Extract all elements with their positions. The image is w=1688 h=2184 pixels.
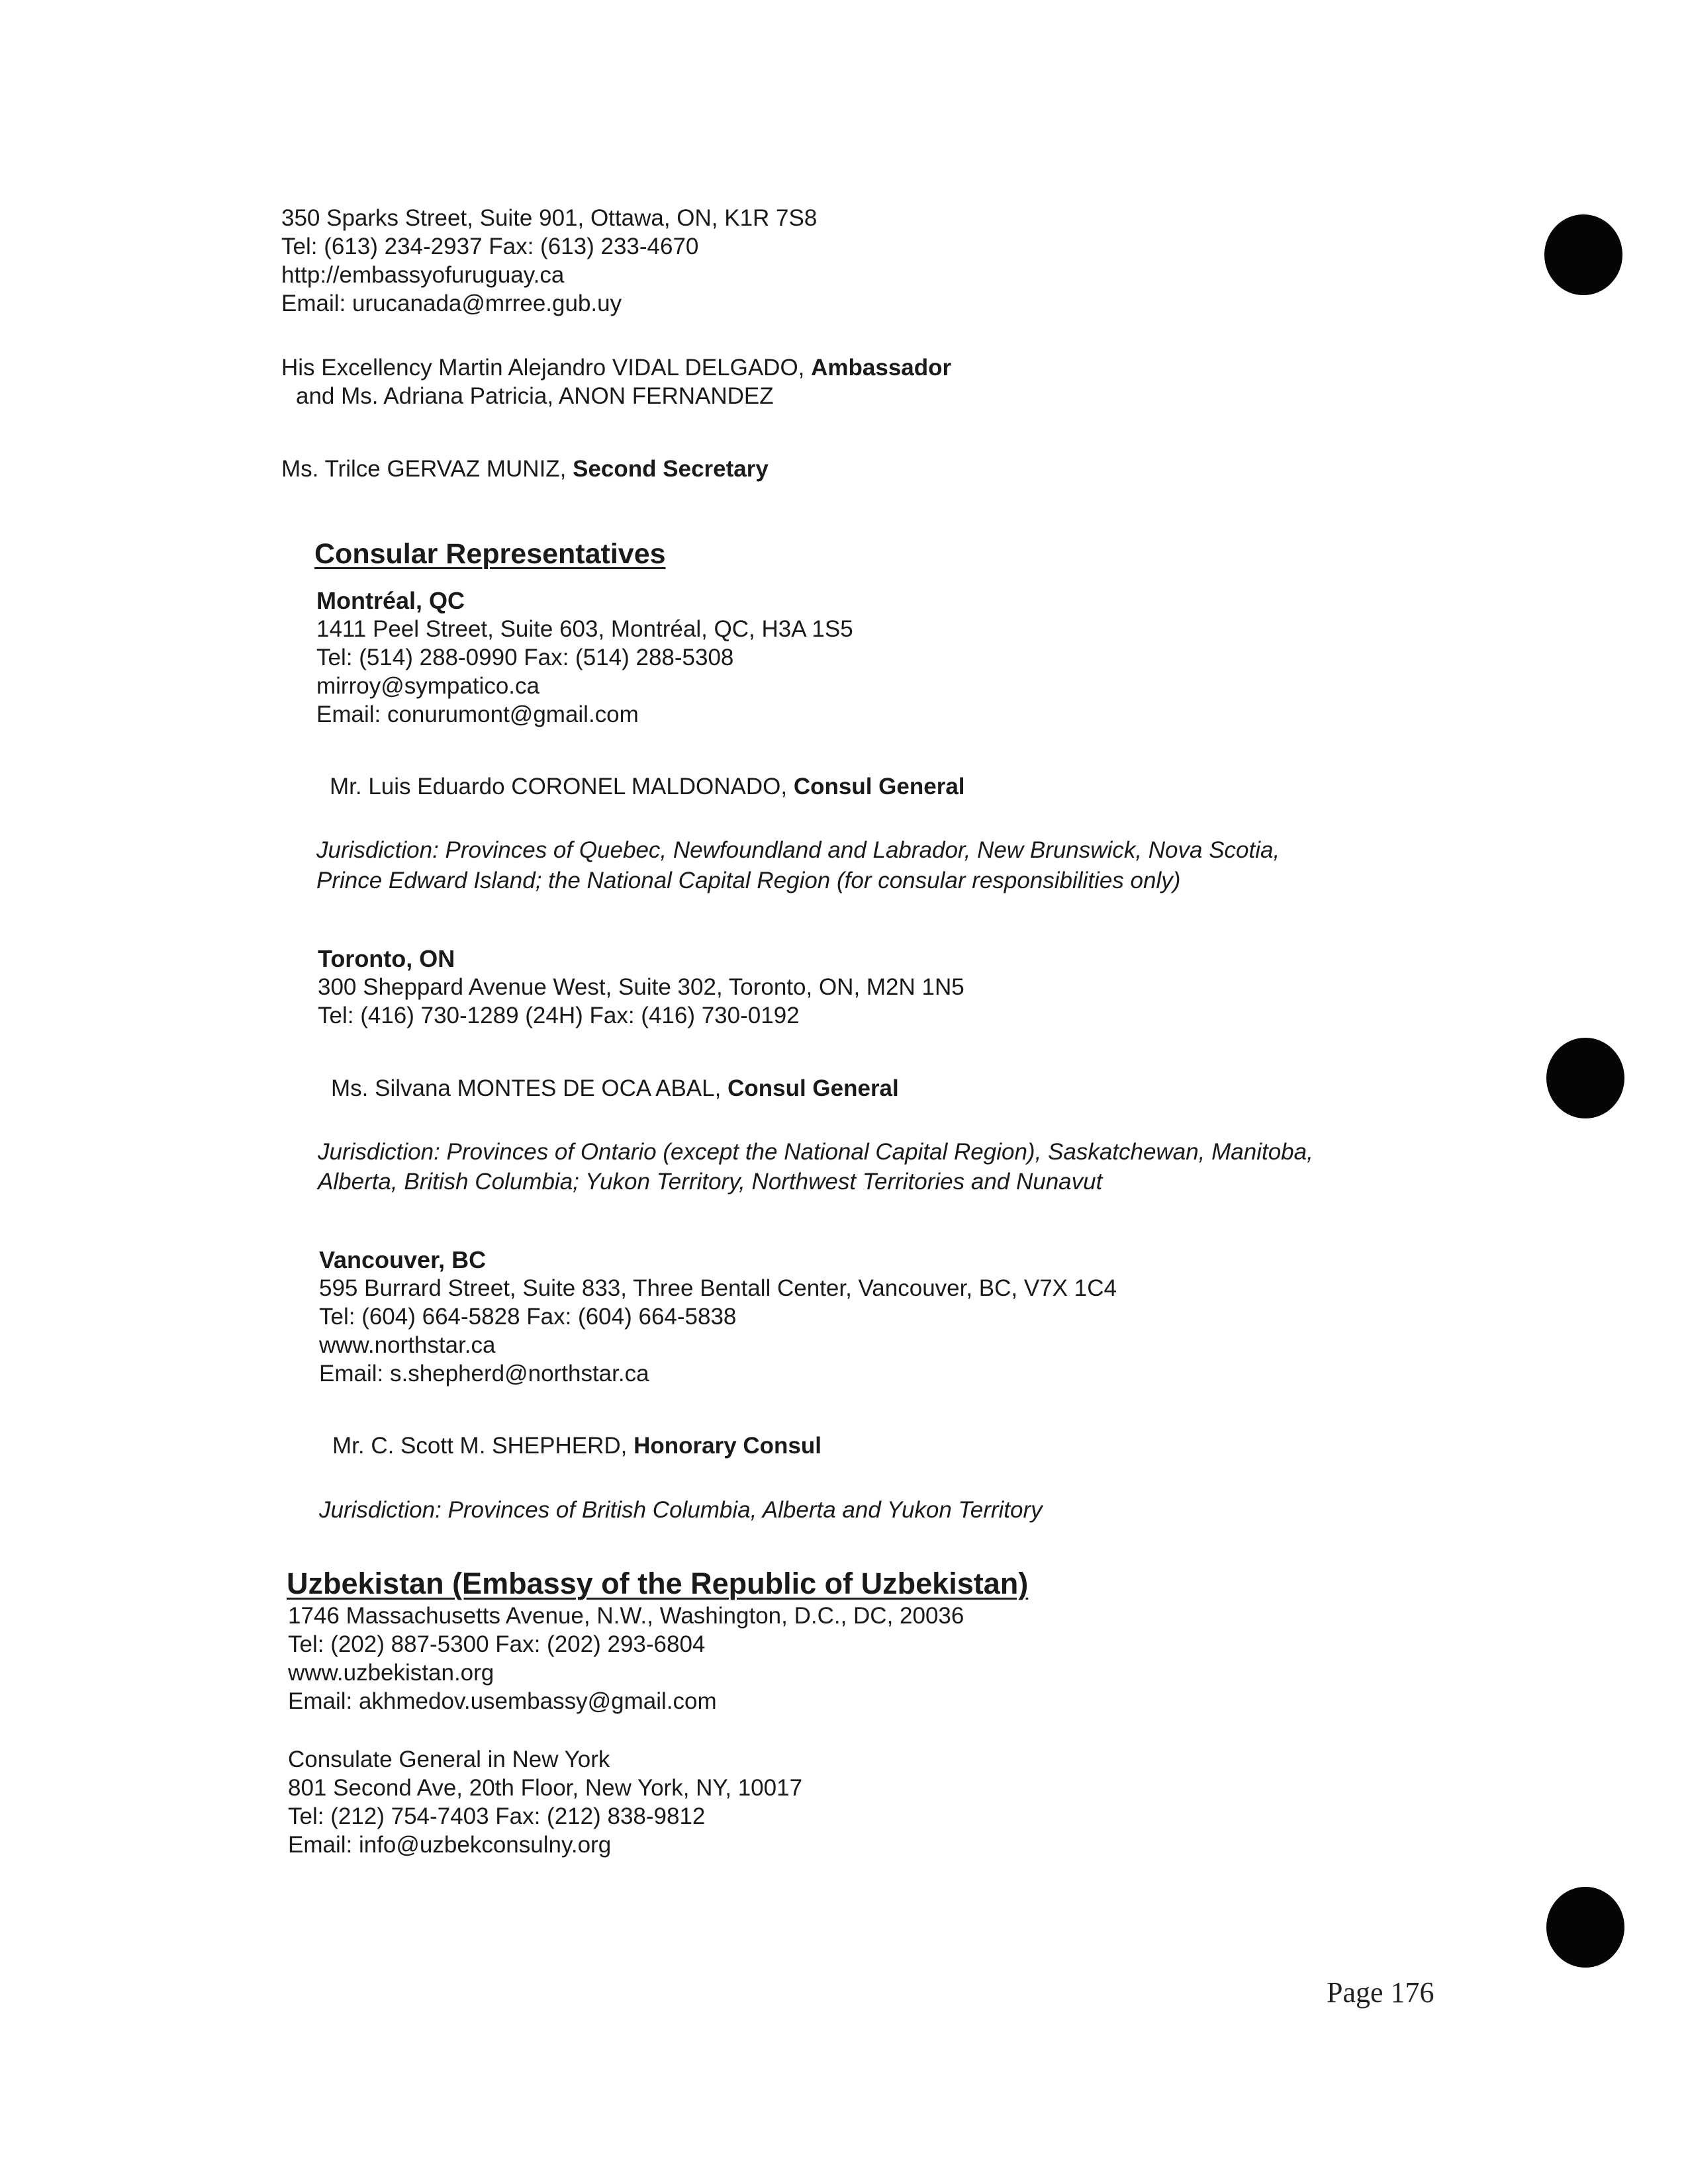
consul-name-montreal: Mr. Luis Eduardo CORONEL MALDONADO, bbox=[330, 774, 794, 799]
punch-hole-top bbox=[1544, 214, 1622, 295]
consulate-city-vancouver: Vancouver, BC bbox=[319, 1246, 487, 1273]
jurisdiction-toronto-2: Alberta, British Columbia; Yukon Territory, Northwest Territories and Nunavut bbox=[318, 1169, 1103, 1195]
consul-title-vancouver: Honorary Consul bbox=[633, 1433, 821, 1459]
consul-name-vancouver: Mr. C. Scott M. SHEPHERD, bbox=[332, 1433, 634, 1459]
consulate-address-montreal: 1411 Peel Street, Suite 603, Montréal, QC, H3A 1S5 bbox=[316, 616, 853, 642]
page-number: Page 176 bbox=[1327, 1976, 1434, 2009]
consulate-city-toronto: Toronto, ON bbox=[318, 945, 455, 972]
uruguay-email: Email: urucanada@mrree.gub.uy bbox=[281, 291, 622, 316]
consul-line-vancouver bbox=[332, 1432, 821, 1460]
second-secretary-line bbox=[281, 455, 769, 483]
consulate-website-montreal: mirroy@sympatico.ca bbox=[316, 673, 539, 699]
uzbekistan-consulate-label: Consulate General in New York bbox=[288, 1747, 610, 1772]
uzbekistan-consulate-phone: Tel: (212) 754-7403 Fax: (212) 838-9812 bbox=[288, 1803, 706, 1829]
jurisdiction-montreal-2: Prince Edward Island; the National Capital Region (for consular responsibilities only) bbox=[316, 868, 1181, 893]
uzbekistan-consulate-address: 801 Second Ave, 20th Floor, New York, NY, 10017 bbox=[288, 1775, 803, 1801]
consul-line-toronto bbox=[331, 1075, 899, 1103]
consulate-city-montreal: Montréal, QC bbox=[316, 587, 465, 614]
consul-title-montreal: Consul General bbox=[793, 774, 965, 799]
consulate-phone-vancouver: Tel: (604) 664-5828 Fax: (604) 664-5838 bbox=[319, 1304, 737, 1330]
second-secretary-title: Second Secretary bbox=[573, 456, 769, 482]
consulate-address-toronto: 300 Sheppard Avenue West, Suite 302, Toronto, ON, M2N 1N5 bbox=[318, 974, 964, 1000]
consulate-phone-montreal: Tel: (514) 288-0990 Fax: (514) 288-5308 bbox=[316, 645, 734, 670]
uzbekistan-phone: Tel: (202) 887-5300 Fax: (202) 293-6804 bbox=[288, 1631, 706, 1657]
uruguay-website: http://embassyofuruguay.ca bbox=[281, 262, 565, 288]
consular-representatives-heading: Consular Representatives bbox=[314, 538, 666, 570]
ambassador-spouse: and Ms. Adriana Patricia, ANON FERNANDEZ bbox=[296, 383, 774, 409]
uzbekistan-email: Email: akhmedov.usembassy@gmail.com bbox=[288, 1688, 717, 1714]
uzbekistan-address: 1746 Massachusetts Avenue, N.W., Washington, D.C., DC, 20036 bbox=[288, 1603, 964, 1629]
consulate-phone-toronto: Tel: (416) 730-1289 (24H) Fax: (416) 730-0192 bbox=[318, 1003, 800, 1028]
jurisdiction-vancouver-1: Jurisdiction: Provinces of British Columbia, Alberta and Yukon Territory bbox=[319, 1497, 1043, 1523]
second-secretary-name: Ms. Trilce GERVAZ MUNIZ, bbox=[281, 456, 573, 482]
ambassador-name: His Excellency Martin Alejandro VIDAL DELGADO, bbox=[281, 355, 812, 381]
uruguay-address: 350 Sparks Street, Suite 901, Ottawa, ON, K1R 7S8 bbox=[281, 205, 818, 231]
consul-name-toronto: Ms. Silvana MONTES DE OCA ABAL, bbox=[331, 1075, 728, 1101]
punch-hole-middle bbox=[1546, 1038, 1624, 1118]
uruguay-phone: Tel: (613) 234-2937 Fax: (613) 233-4670 bbox=[281, 234, 699, 259]
consul-line-montreal bbox=[330, 773, 965, 801]
consulate-email-vancouver: Email: s.shepherd@northstar.ca bbox=[319, 1361, 649, 1387]
punch-hole-bottom bbox=[1546, 1887, 1624, 1968]
ambassador-title: Ambassador bbox=[811, 355, 952, 381]
uzbekistan-heading: Uzbekistan (Embassy of the Republic of Uzbekistan) bbox=[287, 1567, 1029, 1600]
ambassador-line bbox=[281, 354, 951, 382]
uzbekistan-website: www.uzbekistan.org bbox=[288, 1660, 494, 1686]
consulate-address-vancouver: 595 Burrard Street, Suite 833, Three Bentall Center, Vancouver, BC, V7X 1C4 bbox=[319, 1275, 1117, 1301]
consulate-email-montreal: Email: conurumont@gmail.com bbox=[316, 702, 639, 727]
jurisdiction-montreal-1: Jurisdiction: Provinces of Quebec, Newfoundland and Labrador, New Brunswick, Nova Scotia, bbox=[316, 837, 1280, 863]
consul-title-toronto: Consul General bbox=[727, 1075, 899, 1101]
consulate-website-vancouver: www.northstar.ca bbox=[319, 1332, 496, 1358]
uzbekistan-consulate-email: Email: info@uzbekconsulny.org bbox=[288, 1832, 612, 1858]
jurisdiction-toronto-1: Jurisdiction: Provinces of Ontario (except the National Capital Region), Saskatchewan, Manitoba, bbox=[318, 1139, 1313, 1165]
